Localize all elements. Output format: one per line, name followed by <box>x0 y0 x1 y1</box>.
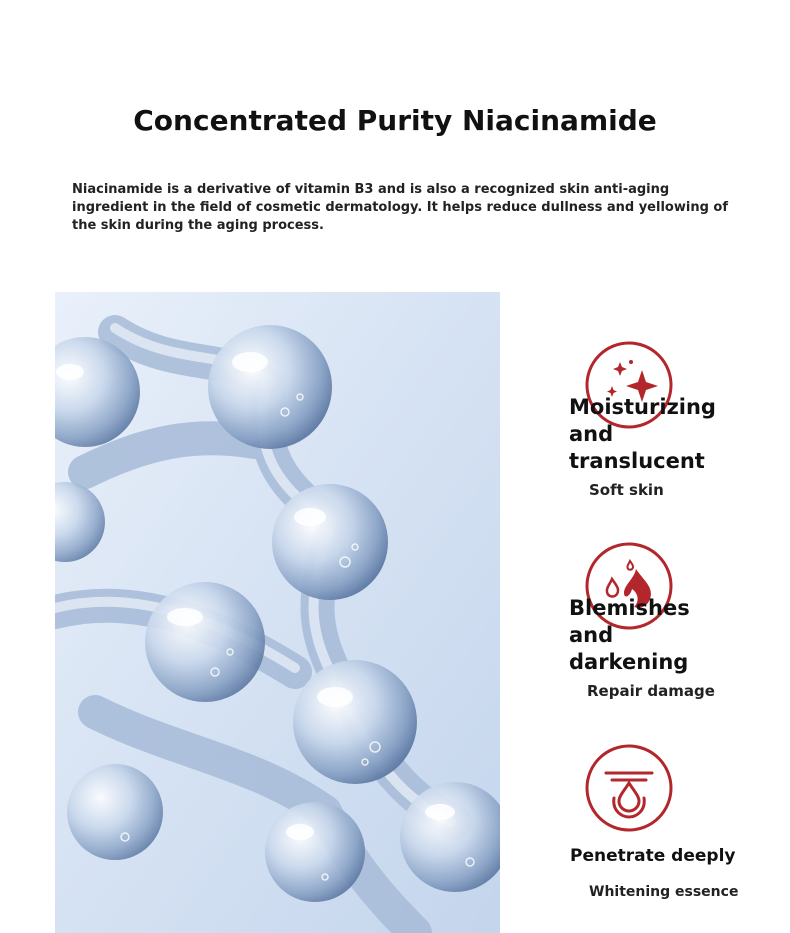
molecule-image <box>55 292 500 933</box>
feature-subtitle-1: Soft skin <box>589 481 664 499</box>
feature-subtitle-3: Whitening essence <box>589 884 739 900</box>
description-text: Niacinamide is a derivative of vitamin B3 and is also a recognized skin anti-aging ingredient in the field of cosmetic dermatology. It helps reduce dullness and yellowing of the skin during the aging process. <box>72 182 728 233</box>
feature-title-1b: and <box>569 422 614 446</box>
feature-title-2a: Blemishes <box>569 596 690 620</box>
feature-title-2b: and <box>569 623 614 647</box>
feature-subtitle-2: Repair damage <box>587 682 715 700</box>
water-drop-icon <box>584 743 674 833</box>
page-title: Concentrated Purity Niacinamide <box>133 104 657 137</box>
feature-title-3: Penetrate deeply <box>570 846 736 866</box>
feature-title-1c: translucent <box>569 449 705 473</box>
feature-title-2c: darkening <box>569 650 689 674</box>
feature-title-1a: Moisturizing <box>569 395 716 419</box>
